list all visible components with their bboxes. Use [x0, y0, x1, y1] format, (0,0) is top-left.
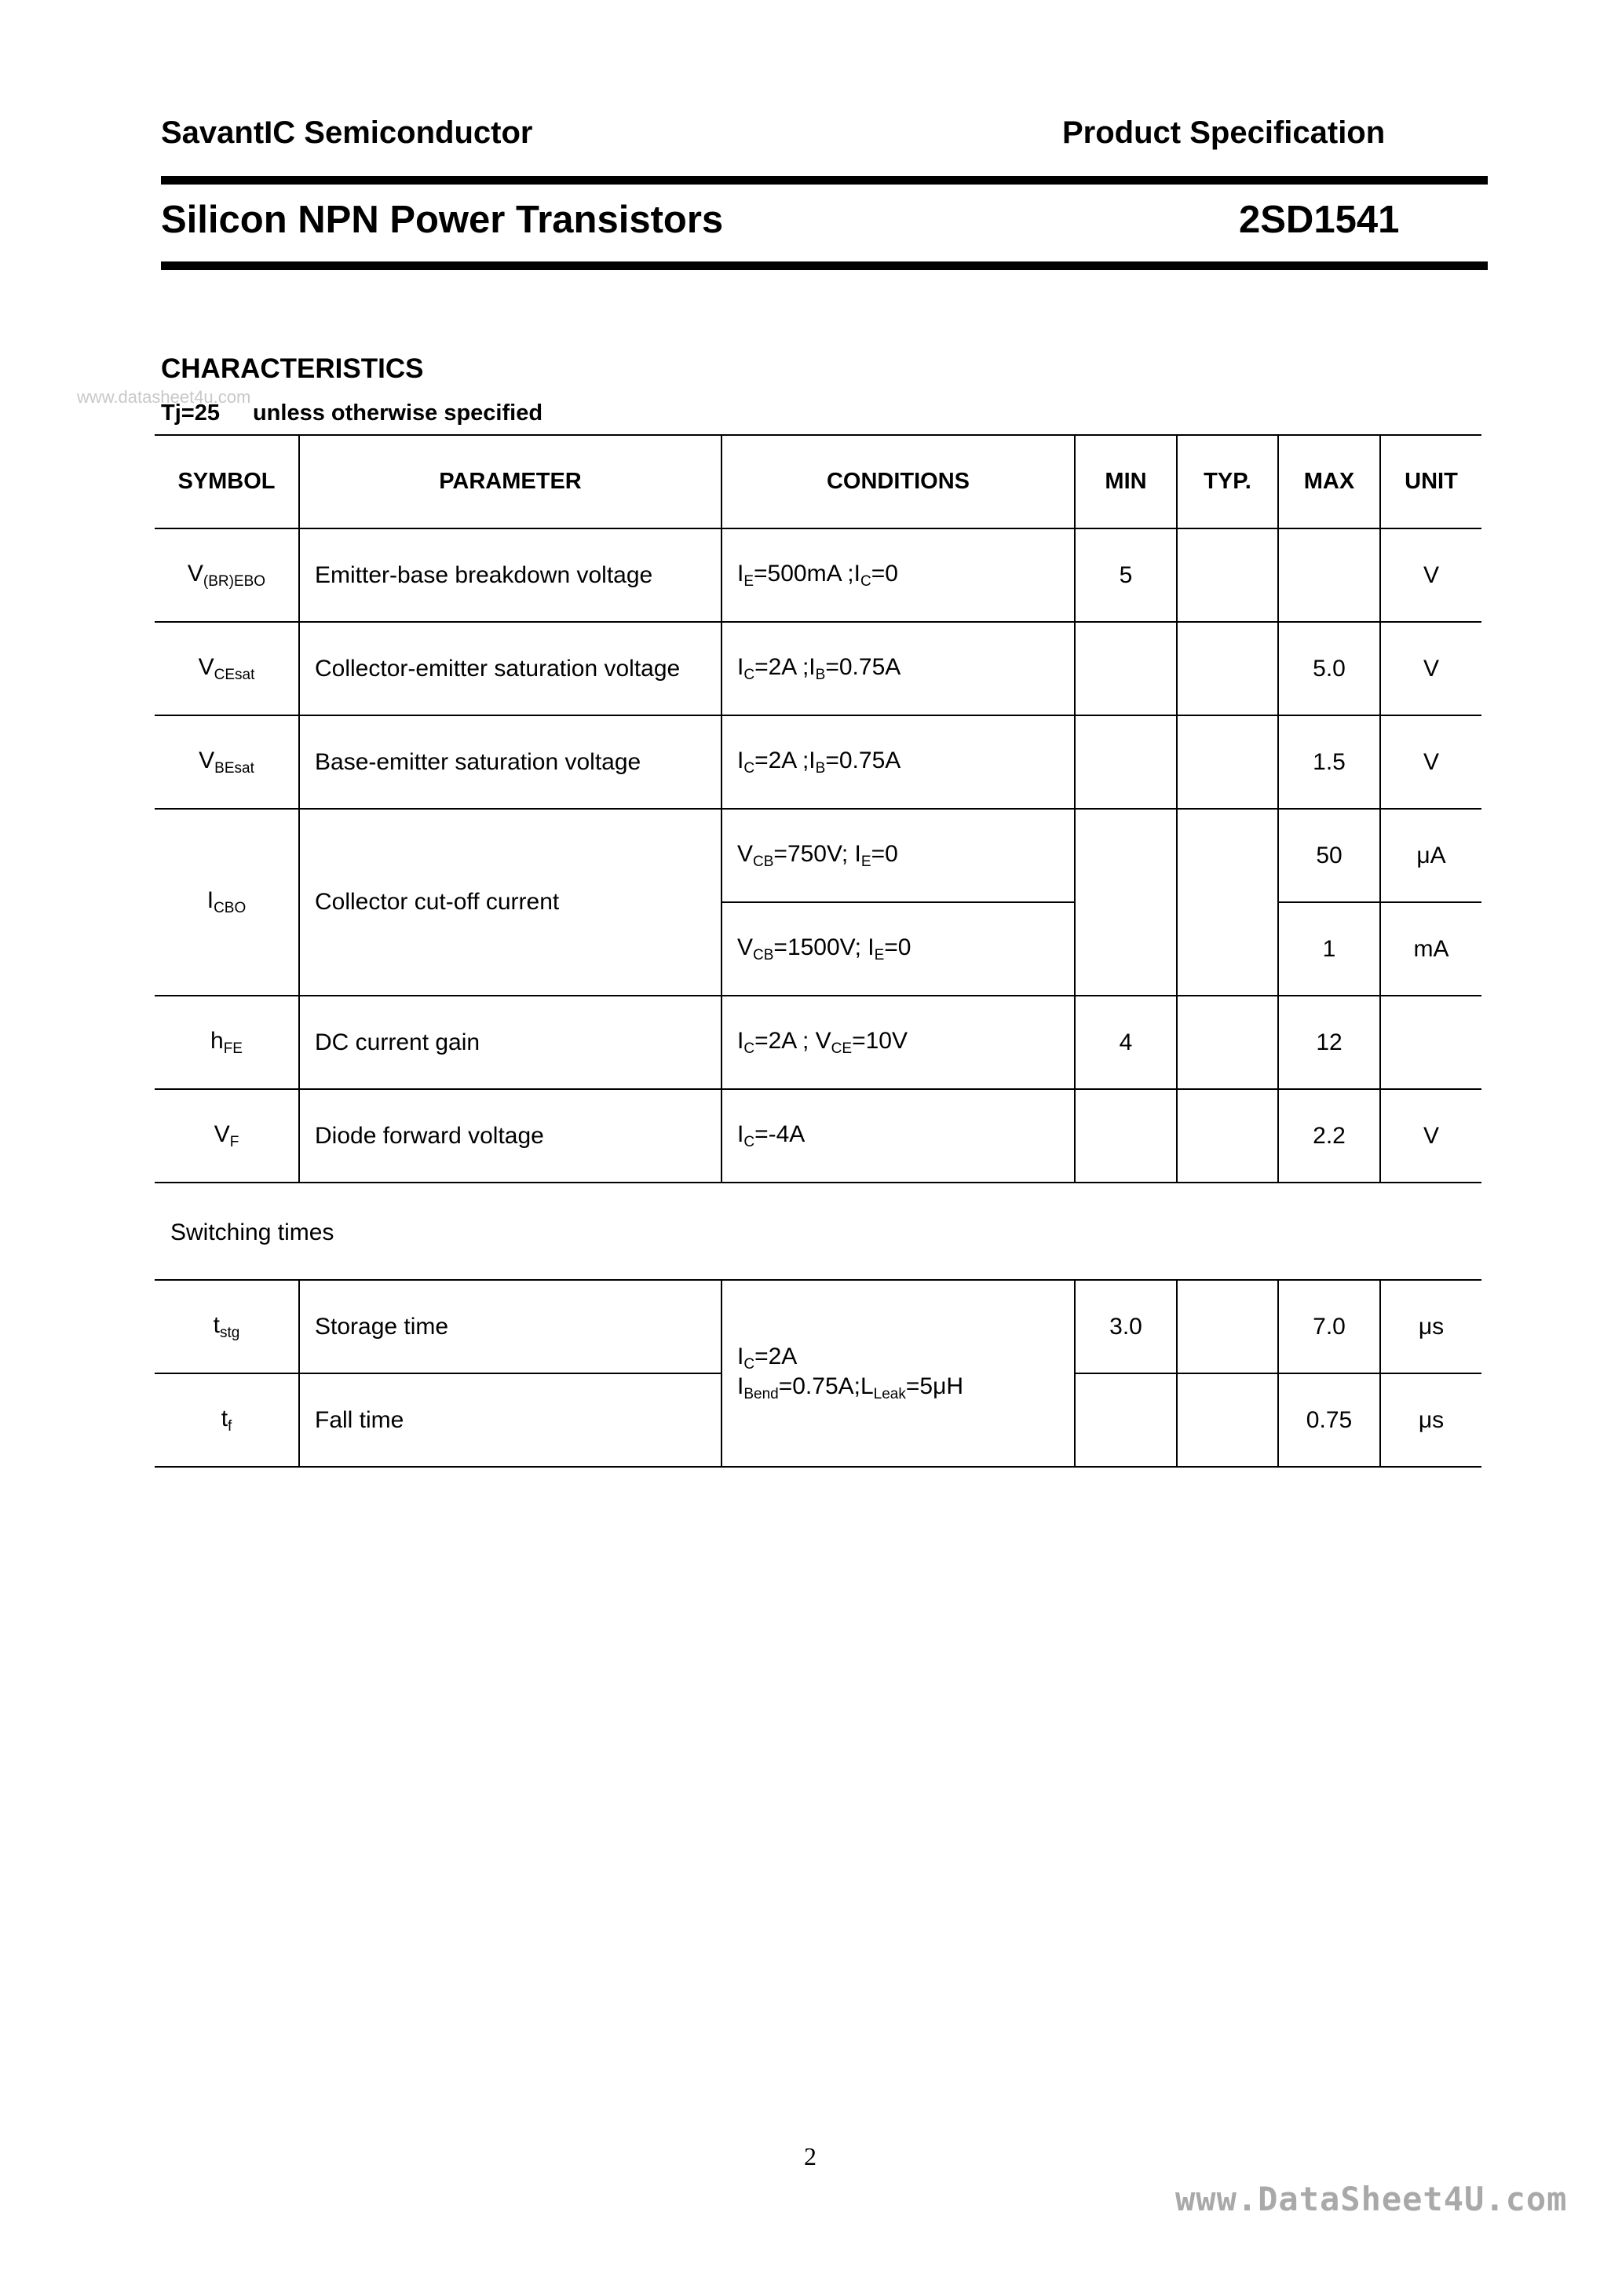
conditions-cell: $V_{CB}=1500V$; $I_E=0$: [721, 902, 1075, 996]
conditions-cell: [721, 1280, 1075, 1467]
product-family-title: Silicon NPN Power Transistors: [161, 199, 724, 241]
unit-cell: V: [1380, 528, 1481, 622]
table-row: [155, 528, 1481, 622]
max-cell: 5.0: [1278, 622, 1380, 715]
unit-cell: V: [1380, 1089, 1481, 1183]
symbol-cell: $t_f$: [155, 1373, 299, 1467]
col-header-conditions: CONDITIONS: [721, 435, 1075, 528]
unit-cell: V: [1380, 622, 1481, 715]
col-header-typ: TYP.: [1177, 435, 1278, 528]
table-row: [155, 1089, 1481, 1183]
max-cell: [1278, 528, 1380, 622]
test-conditions-note: [161, 400, 542, 426]
parameter-cell: Emitter-base breakdown voltage: [299, 528, 721, 622]
max-cell: 50: [1278, 809, 1380, 902]
typ-cell: [1177, 622, 1278, 715]
min-cell: [1075, 715, 1177, 809]
header-rule-top: [161, 176, 1488, 185]
unit-cell: V: [1380, 715, 1481, 809]
max-cell: 0.75: [1278, 1373, 1380, 1467]
symbol-cell: $V_{BEsat}$: [155, 715, 299, 809]
typ-cell: [1177, 1373, 1278, 1467]
conditions-cell: $I_C=2A$ $;I_B=0.75A$: [721, 622, 1075, 715]
parameter-cell: Collector-emitter saturation voltage: [299, 622, 721, 715]
conditions-cell: $I_C=2A$ $;I_B=0.75A$: [721, 715, 1075, 809]
table-header-row: [155, 435, 1481, 528]
footer-watermark: www.DataSheet4U.com: [1175, 2180, 1568, 2218]
parameter-cell: Storage time: [299, 1280, 721, 1373]
table-row: [155, 996, 1481, 1089]
max-cell: 2.2: [1278, 1089, 1380, 1183]
min-cell: [1075, 1373, 1177, 1467]
col-header-unit: UNIT: [1380, 435, 1481, 528]
col-header-parameter: PARAMETER: [299, 435, 721, 528]
switching-times-label: Switching times: [170, 1219, 334, 1245]
parameter-cell: Base-emitter saturation voltage: [299, 715, 721, 809]
company-name: SavantIC Semiconductor: [161, 115, 533, 150]
conditions-cell: $V_{CB}=750V$; $I_E=0$: [721, 809, 1075, 902]
parameter-cell: Fall time: [299, 1373, 721, 1467]
watermark-text: www.datasheet4u.com: [77, 387, 251, 407]
min-cell: [1075, 809, 1177, 996]
min-cell: [1075, 622, 1177, 715]
conditions-cell: $I_C=-4A$: [721, 1089, 1075, 1183]
conditions-cell: $I_E=500mA$ $;I_C=0$: [721, 528, 1075, 622]
unit-cell: μs: [1380, 1280, 1481, 1373]
condition-prefix: Tj=25: [161, 400, 220, 426]
document-type: Product Specification: [1062, 115, 1386, 150]
symbol-cell: $V_F$: [155, 1089, 299, 1183]
min-cell: 5: [1075, 528, 1177, 622]
header-rule-bottom: [161, 261, 1488, 270]
switching-times-table: [155, 1279, 1481, 1468]
unit-cell: μs: [1380, 1373, 1481, 1467]
condition-line: $I_{Bend}=0.75A;L_{Leak}=5\mu H$: [737, 1373, 964, 1402]
table-row: [155, 809, 1481, 902]
typ-cell: [1177, 996, 1278, 1089]
max-cell: 1: [1278, 902, 1380, 996]
unit-cell: [1380, 996, 1481, 1089]
unit-cell: mA: [1380, 902, 1481, 996]
col-header-min: MIN: [1075, 435, 1177, 528]
typ-cell: [1177, 809, 1278, 996]
col-header-max: MAX: [1278, 435, 1380, 528]
parameter-cell: Collector cut-off current: [299, 809, 721, 996]
parameter-cell: DC current gain: [299, 996, 721, 1089]
max-cell: 12: [1278, 996, 1380, 1089]
max-cell: 1.5: [1278, 715, 1380, 809]
symbol-cell: $t_{stg}$: [155, 1280, 299, 1373]
typ-cell: [1177, 1089, 1278, 1183]
parameter-cell: Diode forward voltage: [299, 1089, 721, 1183]
typ-cell: [1177, 715, 1278, 809]
typ-cell: [1177, 528, 1278, 622]
conditions-cell: $I_C=2A$ ; $V_{CE}=10V$: [721, 996, 1075, 1089]
table-row: [155, 715, 1481, 809]
symbol-cell: $h_{FE}$: [155, 996, 299, 1089]
table-row: [155, 1280, 1481, 1373]
page-number: 2: [804, 2142, 816, 2170]
typ-cell: [1177, 1280, 1278, 1373]
max-cell: 7.0: [1278, 1280, 1380, 1373]
col-header-symbol: SYMBOL: [155, 435, 299, 528]
table-row: [155, 622, 1481, 715]
section-title: CHARACTERISTICS: [161, 353, 424, 384]
min-cell: 4: [1075, 996, 1177, 1089]
part-number: 2SD1541: [1239, 199, 1400, 241]
min-cell: 3.0: [1075, 1280, 1177, 1373]
condition-line: $I_C=2A$: [737, 1344, 798, 1373]
condition-suffix: unless otherwise specified: [252, 400, 543, 426]
symbol-cell: $V_{CEsat}$: [155, 622, 299, 715]
characteristics-table: [155, 434, 1481, 1183]
unit-cell: μA: [1380, 809, 1481, 902]
symbol-cell: $V_{(BR)EBO}$: [155, 528, 299, 622]
min-cell: [1075, 1089, 1177, 1183]
symbol-cell: $I_{CBO}$: [155, 809, 299, 996]
